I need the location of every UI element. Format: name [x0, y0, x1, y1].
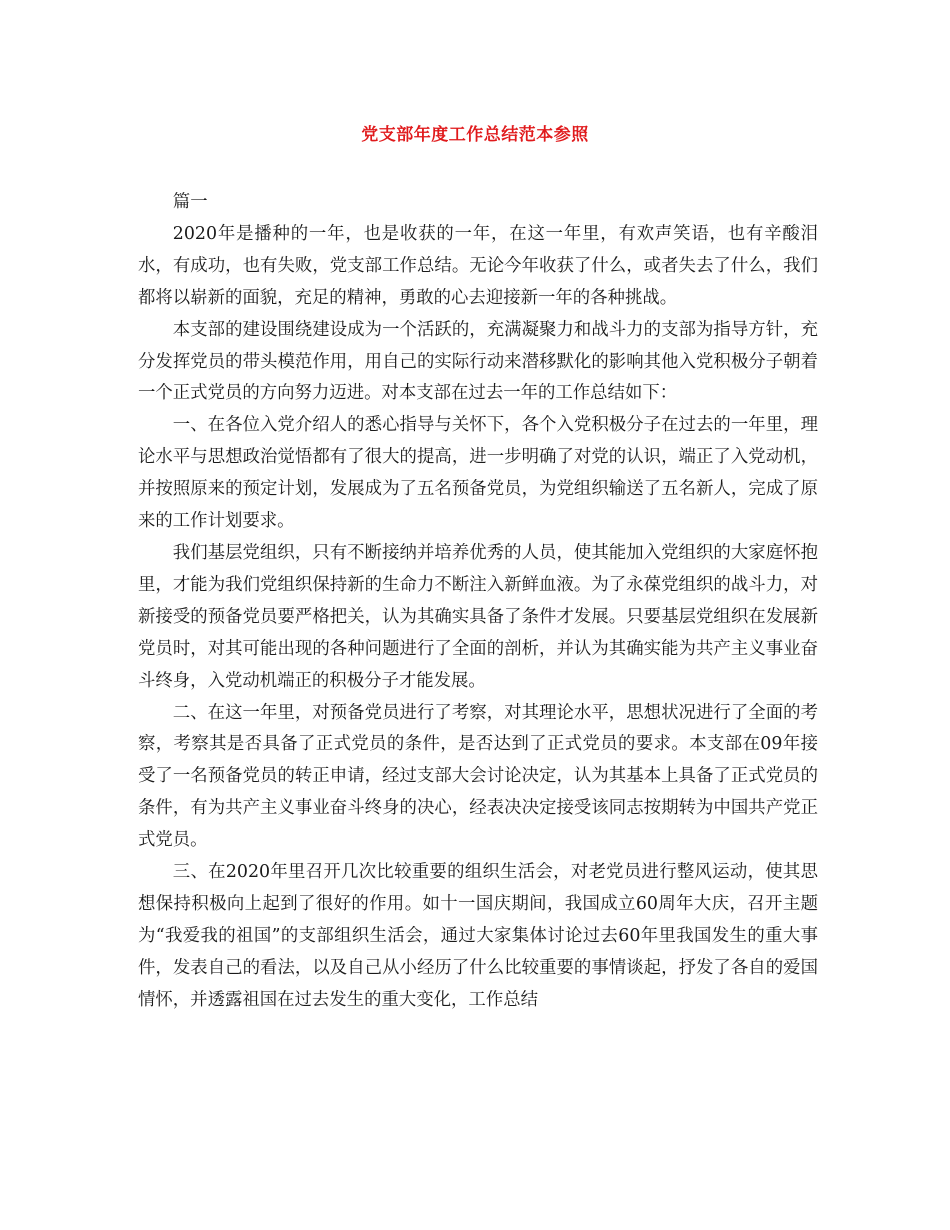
- body-paragraph: 一、在各位入党介绍人的悉心指导与关怀下，各个入党积极分子在过去的一年里，理论水平与思想政治觉悟都有了很大的提高，进一步明确了对党的认识，端正了入党动机，并按照原来的预定计划，发展成为了五名预备党员，为党组织输送了五名新人，完成了原来的工作计划要求。: [138, 415, 818, 532]
- body-paragraph: 二、在这一年里，对预备党员进行了考察，对其理论水平，思想状况进行了全面的考察，考察其是否具备了正式党员的条件，是否达到了正式党员的要求。本支部在09年接受了一名预备党员的转正申请，经过支部大会讨论决定，认为其基本上具备了正式党员的条件，有为共产主义事业奋斗终身的决心，经表决决定接受该同志按期转为中国共产党正式党员。: [138, 702, 818, 851]
- body-paragraph: 我们基层党组织，只有不断接纳并培养优秀的人员，使其能加入党组织的大家庭怀抱里，才能为我们党组织保持新的生命力不断注入新鲜血液。为了永葆党组织的战斗力，对新接受的预备党员要严格把关，认为其确实具备了条件才发展。只要基层党组织在发展新党员时，对其可能出现的各种问题进行了全面的剖析，并认为其确实能为共产主义事业奋斗终身，入党动机端正的积极分子才能发展。: [138, 542, 818, 691]
- section-heading: 篇一: [172, 192, 208, 212]
- body-paragraph: 2020年是播种的一年，也是收获的一年，在这一年里，有欢声笑语，也有辛酸泪水，有成功，也有失败，党支部工作总结。无论今年收获了什么，或者失去了什么，我们都将以崭新的面貌，充足的精神，勇敢的心去迎接新一年的各种挑战。: [138, 223, 818, 308]
- body-paragraph: 三、在2020年里召开几次比较重要的组织生活会，对老党员进行整风运动，使其思想保持积极向上起到了很好的作用。如十一国庆期间，我国成立60周年大庆，召开主题为“我爱我的祖国”的支部组织生活会，通过大家集体讨论过去60年里我国发生的重大事件，发表自己的看法，以及自己从小经历了什么比较重要的事情谈起，抒发了各自的爱国情怀，并透露祖国在过去发生的重大变化，工作总结: [138, 862, 818, 1010]
- body-paragraph: 本支部的建设围绕建设成为一个活跃的，充满凝聚力和战斗力的支部为指导方针，充分发挥党员的带头模范作用，用自己的实际行动来潜移默化的影响其他入党积极分子朝着一个正式党员的方向努力迈进。对本支部在过去一年的工作总结如下：: [138, 319, 818, 404]
- document-body: [138, 187, 818, 1017]
- document-title: 党支部年度工作总结范本参照: [361, 125, 589, 145]
